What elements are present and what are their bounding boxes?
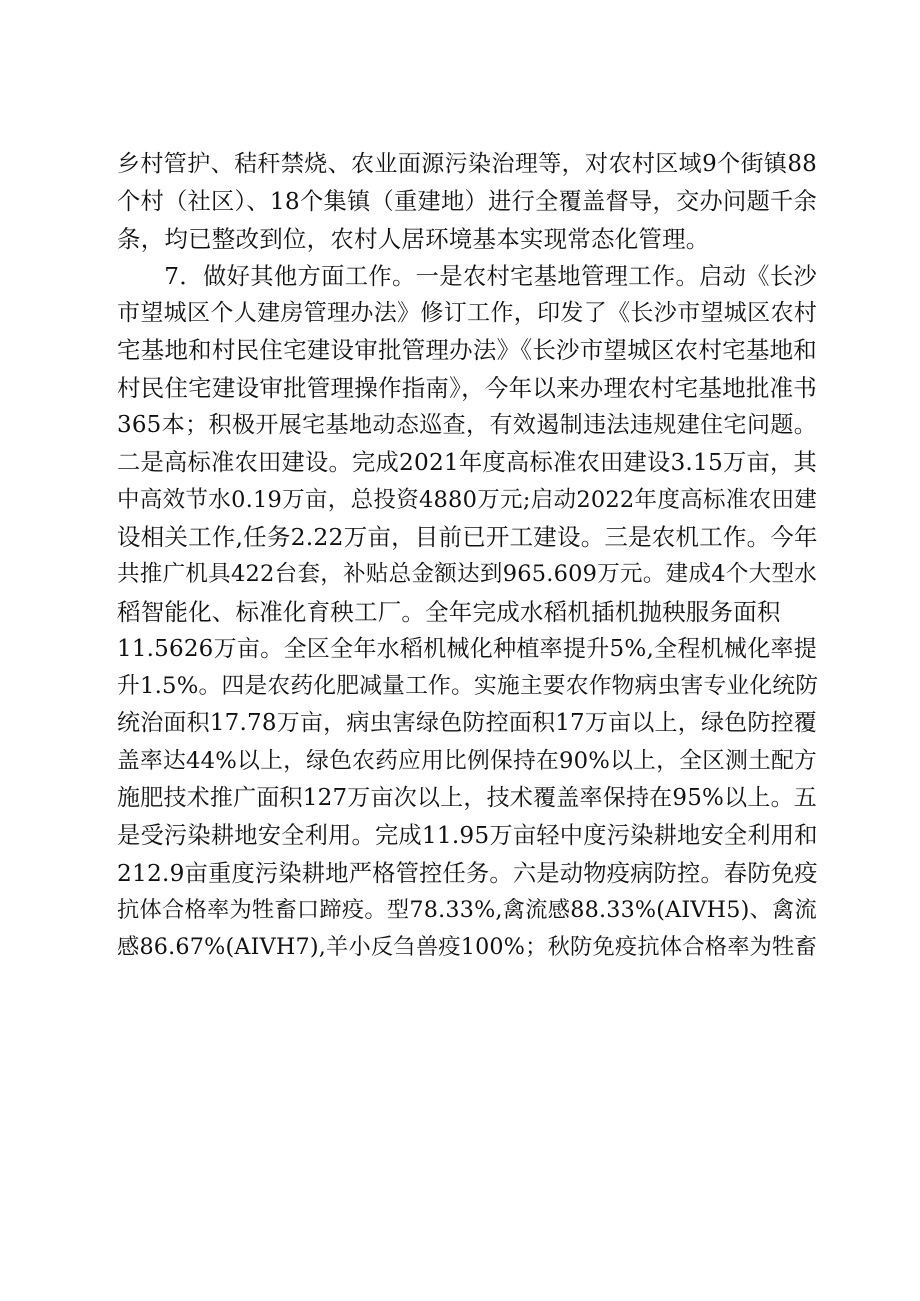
text-line: 抗体合格率为牲畜口蹄疫。型78.33%,禽流感88.33%(AIVH5)、禽流 <box>117 896 817 923</box>
text-line: 感86.67%(AIVH7),羊小反刍兽疫100%；秋防免疫抗体合格率为牲畜 <box>117 934 817 961</box>
text-line: 升1.5%。四是农药化肥减量工作。实施主要农作物病虫害专业化统防 <box>117 673 819 700</box>
text-line: 市望城区个人建房管理办法》修订工作，印发了《长沙市望城区农村 <box>117 300 817 327</box>
text-line: 365本；积极开展宅基地动态巡查，有效遏制违法违规建住宅问题。 <box>117 412 817 439</box>
text-line: 设相关工作,任务2.22万亩，目前已开工建设。三是农机工作。今年 <box>117 522 818 551</box>
text-line: 施肥技术推广面积127万亩次以上，技术覆盖率保持在95%以上。五 <box>117 785 817 812</box>
body-text <box>117 146 817 967</box>
text-line: 统治面积17.78万亩，病虫害绿色防控面积17万亩以上，绿色防控覆 <box>117 710 817 737</box>
text-line: 宅基地和村民住宅建设审批管理办法》《长沙市望城区农村宅基地和 <box>117 336 817 365</box>
text-line: 11.5626万亩。全区全年水稻机械化种植率提升5%,全程机械化率提 <box>117 635 817 662</box>
text-line: 二是高标准农田建设。完成2021年度高标准农田建设3.15万亩，其 <box>117 449 817 477</box>
text-line: 个村（社区）、18个集镇（重建地）进行全覆盖督导，交办问题千余 <box>117 188 817 216</box>
text-line: 盖率达44%以上，绿色农药应用比例保持在90%以上，全区测土配方 <box>117 747 817 774</box>
text-line: 稻智能化、标准化育秧工厂。全年完成水稻机插机抛秧服务面积 <box>117 597 781 626</box>
text-line: 村民住宅建设审批管理操作指南》，今年以来办理农村宅基地批准书 <box>117 373 817 402</box>
text-line: 是受污染耕地安全利用。完成11.95万亩轻中度污染耕地安全利用和 <box>117 822 818 850</box>
text-line: 乡村管护、秸秆禁烧、农业面源污染治理等，对农村区域9个街镇88 <box>117 151 817 177</box>
text-line: 条，均已整改到位，农村人居环境基本实现常态化管理。 <box>117 224 710 253</box>
section-heading-line: 7．做好其他方面工作。一是农村宅基地管理工作。启动《长沙 <box>117 262 817 290</box>
text-line: 212.9亩重度污染耕地严格管控任务。六是动物疫病防控。春防免疫 <box>117 859 818 887</box>
text-line: 中高效节水0.19万亩，总投资4880万元;启动2022年度高标准农田建 <box>117 486 817 513</box>
text-line: 共推广机具422台套，补贴总金额达到965.609万元。建成4个大型水 <box>117 561 817 588</box>
